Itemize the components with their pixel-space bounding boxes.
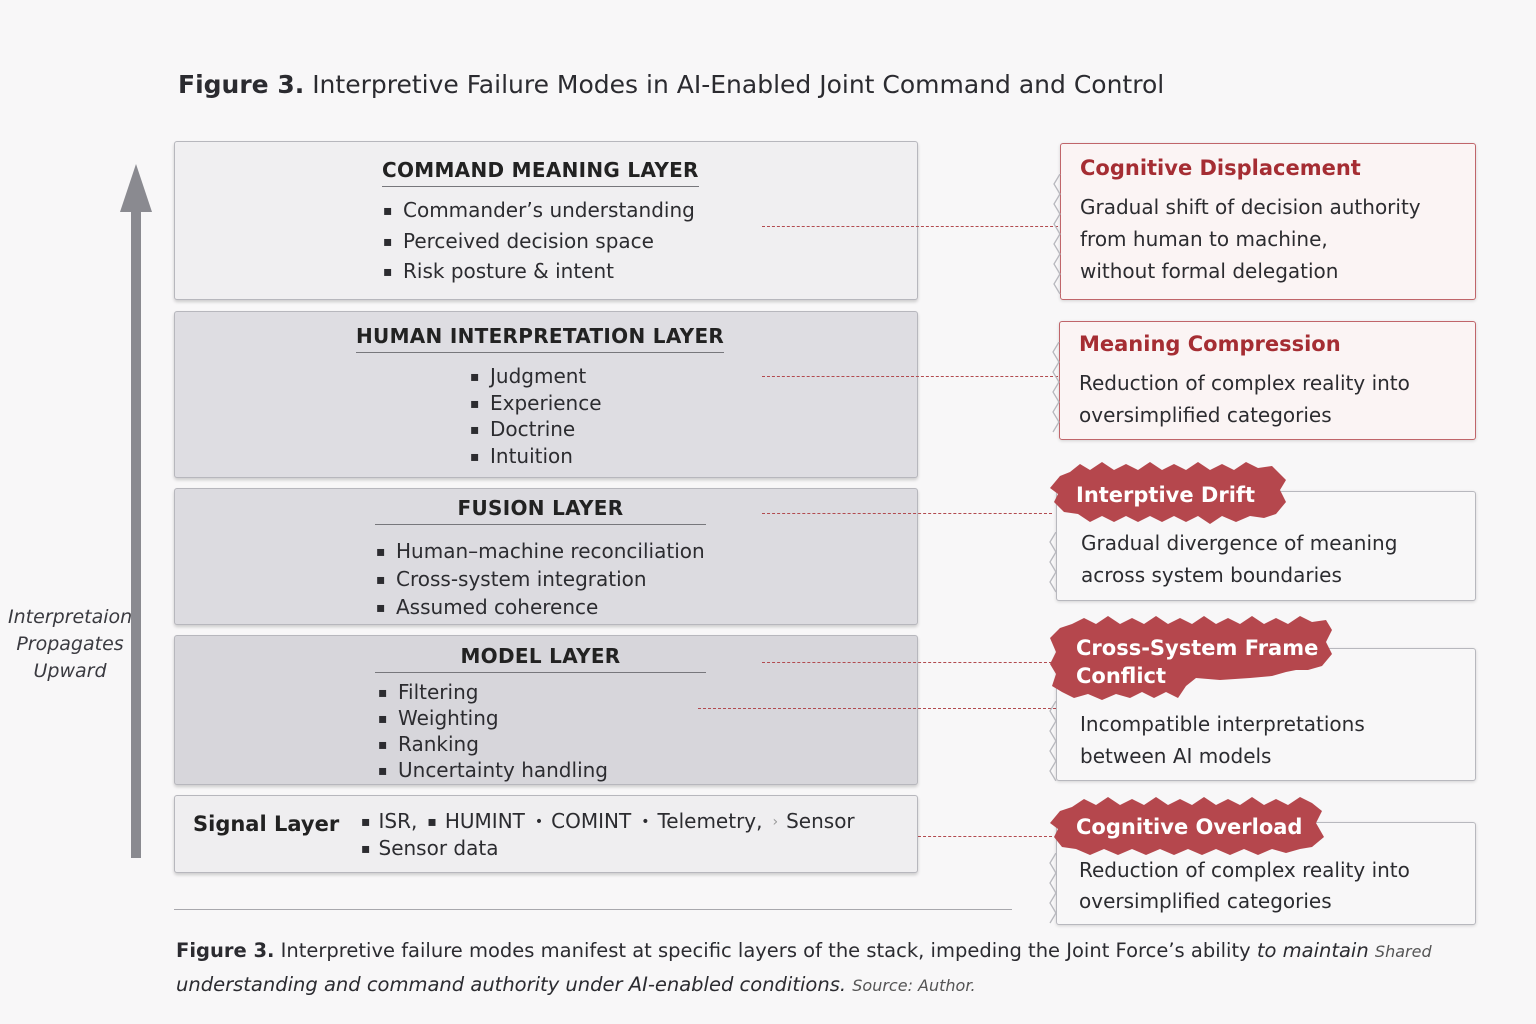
layer-item: ▪ Commander’s understanding — [383, 195, 695, 226]
layer-items — [376, 537, 705, 621]
up-arrow-shaft — [131, 205, 141, 858]
signal-source: Telemetry, — [657, 809, 763, 833]
caption-text: Interpretive failure modes manifest at specific layers of the stack, impeding the Joint Force’s ability — [280, 939, 1251, 962]
caption-separator — [174, 909, 1012, 910]
failure-title: Cognitive Overload — [1076, 815, 1303, 839]
failure-desc-line: across system boundaries — [1081, 563, 1342, 587]
failure-desc-line: between AI models — [1080, 744, 1272, 768]
layer-item: ▪ Filtering — [378, 679, 608, 705]
figure-title — [178, 70, 1164, 99]
layer-title: COMMAND MEANING LAYER — [382, 158, 699, 187]
caption-small: Shared — [1374, 942, 1432, 961]
failure-description — [1081, 527, 1397, 591]
failure-desc-line: Reduction of complex reality into — [1079, 371, 1410, 395]
signal-layer — [174, 795, 918, 873]
layer-item: ▪ Assumed coherence — [376, 593, 705, 621]
figure-title-text: Interpretive Failure Modes in AI-Enabled Joint Command and Control — [312, 70, 1165, 99]
failure-title: Interptive Drift — [1076, 483, 1256, 507]
signal-source: ISR, — [378, 809, 418, 833]
failure-title: Cognitive Displacement — [1080, 156, 1361, 180]
caption-prefix: Figure 3. — [176, 939, 275, 962]
signal-data: Sensor data — [378, 836, 499, 860]
failure-desc-line: from human to machine, — [1080, 227, 1328, 251]
layer-title: MODEL LAYER — [375, 644, 706, 673]
failure-desc-line: Gradual shift of decision authority — [1080, 195, 1421, 219]
human-interpretation-layer — [174, 311, 918, 478]
signal-source: HUMINT — [444, 809, 525, 833]
axis-label-line: Interpretaion — [8, 606, 133, 628]
layer-item: ▪ Cross-system integration — [376, 565, 705, 593]
torn-edge-icon — [1048, 853, 1060, 925]
command-meaning-layer — [174, 141, 918, 300]
layer-item: ▪ Doctrine — [470, 416, 602, 443]
failure-desc-line: oversimplified categories — [1079, 889, 1332, 913]
layer-item: ▪ Experience — [470, 390, 602, 417]
caption-source: Source: Author. — [852, 976, 976, 995]
model-layer — [174, 635, 918, 785]
figure-title-prefix: Figure 3. — [178, 70, 305, 99]
failure-desc-line: Incompatible interpretations — [1080, 712, 1365, 736]
caption-italic: understanding and command authority under AI-enabled conditions. — [176, 973, 847, 996]
axis-label — [8, 604, 132, 685]
torn-edge-icon — [1052, 174, 1064, 304]
layer-item: ▪ Perceived decision space — [383, 226, 695, 257]
layer-item: ▪ Judgment — [470, 363, 602, 390]
layer-item: ▪ Intuition — [470, 443, 602, 470]
signal-source: COMINT — [551, 809, 632, 833]
torn-edge-icon — [1048, 532, 1060, 602]
layer-item: ▪ Ranking — [378, 731, 608, 757]
figure-caption — [176, 934, 1486, 1002]
failure-meaning-compression — [1059, 321, 1476, 440]
failure-description — [1080, 191, 1421, 287]
signal-sources-line: ▪ ISR, ▪ HUMINT • COMINT • Telemetry, › Sensor — [361, 809, 855, 833]
connector-conflict-lower — [698, 708, 1056, 709]
failure-title-line: Conflict — [1076, 664, 1167, 688]
connector-displacement — [762, 226, 1058, 227]
layer-items — [470, 363, 602, 469]
failure-description — [1079, 855, 1410, 917]
signal-source: Sensor — [786, 809, 855, 833]
torn-edge-icon — [1048, 701, 1060, 781]
failure-cognitive-displacement — [1060, 143, 1476, 300]
layer-title: HUMAN INTERPRETATION LAYER — [356, 324, 724, 353]
failure-desc-line: oversimplified categories — [1079, 403, 1332, 427]
layer-item: ▪ Uncertainty handling — [378, 757, 608, 783]
connector-compression — [762, 376, 1058, 377]
axis-label-line: Upward — [33, 660, 107, 682]
axis-label-line: Propagates — [16, 633, 124, 655]
layer-item: ▪ Risk posture & intent — [383, 256, 695, 287]
failure-title-line: Cross-System Frame — [1076, 636, 1319, 660]
layer-title: FUSION LAYER — [375, 496, 706, 525]
layer-item: ▪ Human–machine reconciliation — [376, 537, 705, 565]
failure-description — [1080, 708, 1365, 772]
failure-desc-line: without formal delegation — [1080, 259, 1339, 283]
failure-title: Meaning Compression — [1079, 332, 1341, 356]
layer-items — [383, 195, 695, 287]
layer-items — [378, 679, 608, 783]
signal-data-line: ▪ Sensor data — [361, 836, 499, 860]
torn-edge-icon — [1051, 342, 1063, 442]
fusion-layer — [174, 488, 918, 625]
connector-overload — [918, 836, 1052, 837]
layer-item: ▪ Weighting — [378, 705, 608, 731]
signal-layer-title: Signal Layer — [193, 812, 340, 836]
failure-desc-line: Gradual divergence of meaning — [1081, 531, 1398, 555]
connector-conflict-upper — [762, 662, 1052, 663]
failure-desc-line: Reduction of complex reality into — [1079, 858, 1410, 882]
failure-description — [1079, 367, 1410, 431]
caption-italic: to maintain — [1256, 939, 1369, 962]
connector-drift — [762, 513, 1052, 514]
